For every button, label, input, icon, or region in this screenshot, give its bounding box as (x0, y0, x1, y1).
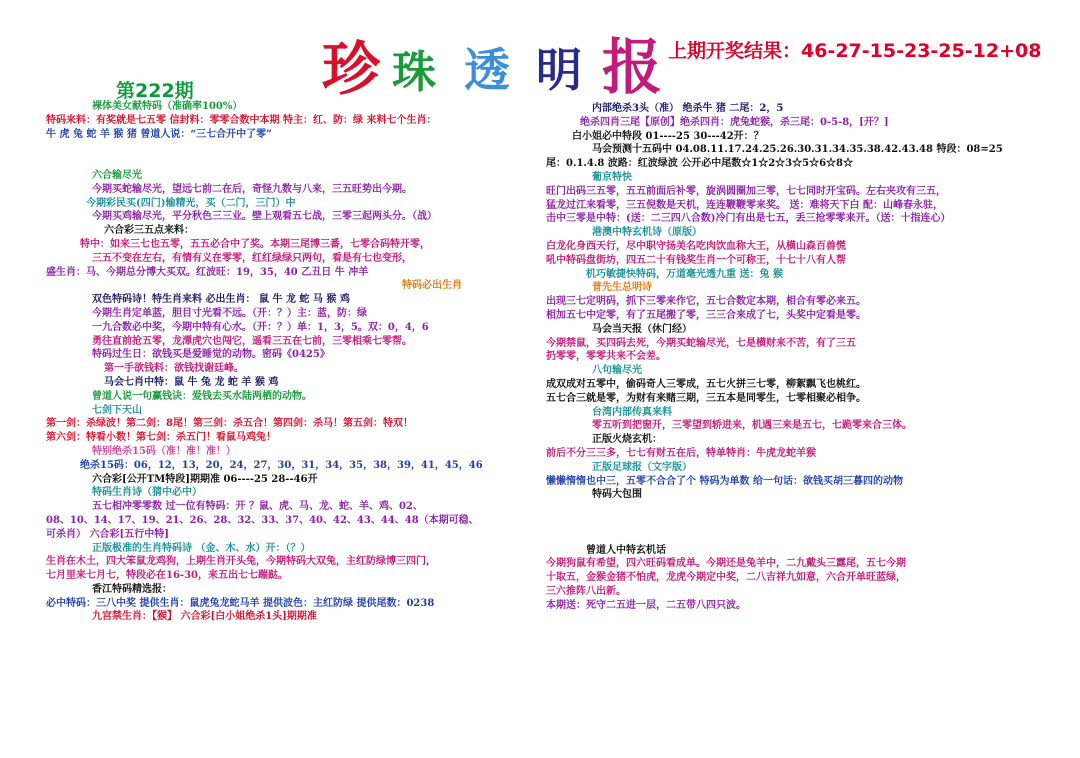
left-text-line: 第六剑：特看小数！第七剑：杀五门！看鼠马鸡兔！ (46, 432, 276, 444)
left-text-line: 正版极准的生肖特码诗 （金、木、水）开：（？） (92, 542, 311, 554)
left-column (46, 100, 526, 624)
left-text-line: 第一手欲钱料：欲钱找谢廷峰。 (104, 363, 244, 375)
left-text-line: 牛 虎 兔 蛇 羊 猴 猪 曾道人说：“三七合开中了零” (46, 128, 272, 140)
right-text-line: 今期禁鼠，买四码去死，今期买蛇输尽光，七是横财来不苦，有了三五 (546, 337, 856, 349)
left-text-line: 今期生肖定单蓝，胆目寸光看不远。（开：？）主：蓝，防：绿 (92, 307, 367, 319)
left-text-line: 特中：如来三七也五零，五五必合中了奖。本期三尾博三番，七零合码特开零， (80, 238, 430, 250)
left-text-line: 生肖在木土，四大笨鼠龙鸡狗，上期生肖开头兔，今期特码大双兔，主红防绿博三四门， (46, 556, 436, 568)
right-text-line: 白龙化身西天行，尽中职守扬美名吃肉饮血称大王，从横山森百兽慌 (546, 240, 846, 252)
right-text-line: 内部绝杀3头（准） 绝杀牛 猪 二尾：2，5 (592, 103, 784, 114)
right-text-line: 懒懒惰惰也中三，五零不合合了个 特码为单数 给一句话：欲钱买胡三暮四的动物 (546, 475, 903, 487)
left-text-line: 特码生肖诗（猜中必中） (92, 487, 202, 499)
left-text-line: 特码过生日：欲钱买是爱睡觉的动物。密码《0425》 (92, 349, 330, 361)
left-text-line: 特码来料：有奖就是七五零 信封料：零零合数中本期 特主：红、防：绿 来料七个生肖： (46, 114, 437, 126)
right-text-line: 港澳中特玄机诗（原版） (592, 227, 702, 239)
right-text-line: 前后不分三三多，七七有财五在后，特单特肖：牛虎龙蛇羊猴 (546, 447, 816, 459)
right-text-line: 旺门出码三五零，五五前面后补零，旋涡圆圈加三零，七七同时开宝码。左右夹攻有三五， (546, 185, 946, 197)
left-text-line: 特别绝杀15码（准！准！准！） (92, 445, 236, 457)
left-text-line: 08、10、14、17、19、21、26、28、32、33、37、40、42、43、44、48（本期可稳、 (46, 514, 479, 526)
left-text-line: 双色特码诗！特生肖来料 必出生肖： 鼠 牛 龙 蛇 马 猴 鸡 (92, 294, 350, 306)
left-text-line: 可杀肖） 六合彩[五行中特] (46, 528, 169, 540)
right-text-line: 吼中特码盘街坊，四五二十有钱奖生肖一个可称王，十七十八有人帮 (546, 254, 846, 266)
left-text-line: 第一剑：杀绿波！第二剑：8尾！第三剑：杀五合！第四剑：杀马！第五剑：特双！ (46, 418, 413, 430)
right-text-line (546, 516, 1066, 530)
left-text-line: 七剑下天山 (92, 404, 142, 416)
title-char-4: 明 (536, 43, 582, 97)
left-text-line: 三五不变在左右，有情有义在零零，红红绿绿只两句，看是有七也变形， (92, 252, 412, 264)
right-text-line (546, 530, 1066, 544)
right-text-line: 普先生总明诗 (592, 282, 652, 294)
left-text-line: 六合彩[公开TM特段]期期准 06----25 28--46开 (92, 473, 318, 485)
right-text-line: 出现三七定明码，抓下三零来作它，五七合数定本期，相合有零必来五。 (546, 296, 866, 308)
left-text-line: 九宫禁生肖：【猴】 六合彩[白小姐绝杀1头]期期准 (92, 611, 317, 623)
right-text-line: 曾道人中特玄机话 (586, 544, 666, 556)
left-text-line: 一九合数必中奖，今期中特有心水。（开：？）单：1，3，5。双：0，4，6 (92, 321, 429, 333)
issue-number: 第222期 (116, 80, 194, 102)
left-text-line: 六合彩三五点来料： (104, 225, 194, 237)
left-text-line: 勇往直前抢五零，龙潭虎穴也闯它，遥看三五在七前，三零相乘七零帮。 (92, 335, 412, 347)
title-char-1: 珍 (322, 35, 381, 103)
left-text-line: 今期买鸡输尽光，平分秋色三三业。壁上观看五七战，三零三起两头分。（战） (92, 211, 437, 223)
right-text-line: 本期送：死守二五进一层，二五带八四只波。 (546, 599, 746, 611)
left-text-line: 香江特码精选报： (92, 583, 172, 595)
right-text-line: 八句输尽光 (592, 365, 642, 377)
title-char-3: 透 (464, 43, 510, 97)
left-text-line: 绝杀15码：06，12，13，20，24，27，30，31，34，35，38，39，41，45，46 (80, 459, 483, 471)
right-text-line: 白小姐必中特段 01----25 30---42开：？ (572, 130, 764, 142)
left-text-line: 必中特码：三八中奖 提供生肖：鼠虎兔龙蛇马羊 提供波色：主红防绿 提供尾数：0238 (46, 597, 435, 609)
left-text-line: 特码必出生肖 (402, 280, 462, 292)
right-text-line: 尾：0.1.4.8 波路：红波绿波 公开必中尾数☆1☆2☆3☆5☆6☆8☆ (546, 158, 853, 170)
right-text-line: 扔零零，零零共来不会差。 (546, 351, 666, 363)
right-text-line (546, 502, 1066, 516)
left-text-line: 马会七肖中特：鼠 牛 兔 龙 蛇 羊 猴 鸡 (104, 376, 279, 388)
right-text-line: 台湾内部传真来料 (592, 406, 672, 418)
right-text-line: 正版火烧玄机： (592, 434, 662, 446)
title-char-2: 珠 (392, 47, 436, 98)
last-draw-result: 上期开奖结果：46-27-15-23-25-12+08 (668, 40, 1042, 62)
right-text-line: 今期狗鼠有希望，四六旺码看成单。今期还是兔羊中，二九戴头三露尾，五七今期 (546, 558, 906, 570)
left-text-line (46, 155, 526, 169)
left-text-line: 五七相冲零零数 过一位有特码：开 ？鼠、虎、马、龙、蛇、羊、鸡、02、 (92, 501, 423, 513)
left-text-line: 盛生肖：马、今期总分博大买双。红波旺：19，35，40 乙丑日 牛 冲羊 (46, 266, 369, 278)
left-text-line: 七月里来七月七，特段必在16-30，来五出七七蹦跶。 (46, 570, 288, 582)
left-text-line: 六合输尽光 (92, 169, 142, 181)
left-text-line: 今期买蛇输尽光，望远七前二在后，奇怪九数与八来，三五旺势出今期。 (92, 183, 412, 195)
title-char-5: 报 (602, 33, 662, 103)
right-text-line: 三六推阵八出新。 (546, 585, 626, 597)
right-text-line: 葡京特快 (592, 171, 632, 183)
right-text-line: 特码大包围 (592, 489, 642, 501)
right-text-line: 击中三零是中特：(送：二三四八合数)冷门有出是七五，丢三抢零零来开。（送：十指连心） (546, 213, 951, 225)
left-text-line: 裸体美女献特码（准确率100%） (92, 101, 243, 112)
right-column (546, 102, 1066, 612)
right-text-line: 零五听到把窗开，三零望到轿进来，机遇三来是五七，七跪零来合三体。 (592, 420, 912, 432)
right-text-line: 正版足球报（文字版） (592, 461, 692, 473)
right-text-line: 相加五七中定零，有了五尾搬了零，三三合来成了七，头奖中定看是零。 (546, 309, 866, 321)
left-text-line: 今期彩民买(四门)输精光，买（二门，三门）中 (86, 197, 296, 209)
right-text-line: 十取五，金猴金猪不怕虎，龙虎今期定中奖，二八吉祥九如意，六合开单旺蓝绿， (546, 572, 906, 584)
left-text-line (46, 141, 526, 155)
right-text-line: 猛龙过江来看零，三五倪数是天机，连连鞭鞭零来奖。 送：难将天下白 配：山峰春永驻， (546, 199, 943, 211)
left-text-line: 曾道人说一句赢钱诀：爱钱去买水陆两栖的动物。 (92, 390, 312, 402)
right-text-line: 机巧敏捷快特码，万道毫光透九重 送：兔 猴 (586, 268, 783, 280)
right-text-line: 马会当天报（休门经） (592, 323, 692, 335)
right-text-line: 五七合三就是零，为财有来赌三期，三五本是同零生，七零相聚必相争。 (546, 392, 866, 404)
right-text-line: 绝杀四肖三尾【原创】绝杀四肖：虎兔蛇猴，杀三尾：0-5-8，[开？] (580, 116, 889, 128)
right-text-line: 马会预测十五码中 04.08.11.17.24.25.26.30.31.34.35.38.42.43.48 特段：08=25 (592, 144, 1003, 156)
right-text-line: 成双成对五零中，偷码奇人三零成，五七火拼三七零，柳絮飘飞也桃红。 (546, 378, 866, 390)
